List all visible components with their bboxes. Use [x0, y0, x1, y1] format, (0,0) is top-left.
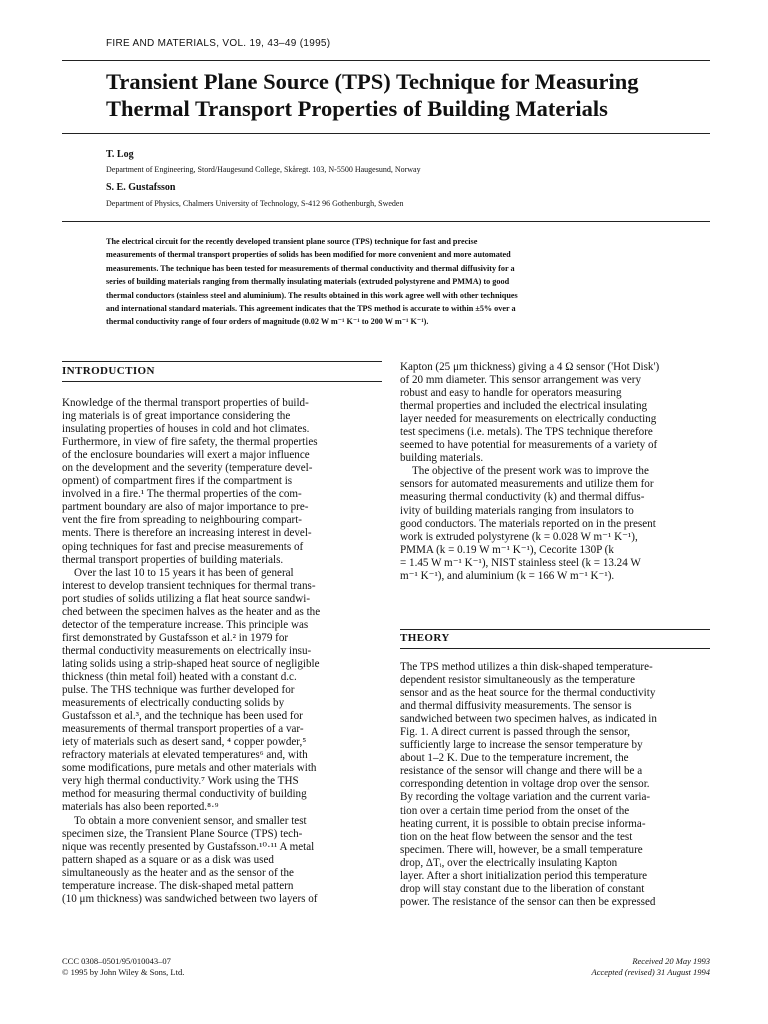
body-line: layer. After a short initialization period this temperature	[400, 869, 648, 882]
body-line: tion over a certain time period from the onset of the	[400, 804, 630, 817]
body-line: m⁻¹ K⁻¹), and aluminium (k = 166 W m⁻¹ K⁻¹).	[400, 569, 615, 582]
body-line: ments. There is therefore an increasing interest in devel-	[62, 527, 312, 540]
body-line: specimen size, the Transient Plane Source (TPS) tech-	[62, 827, 303, 840]
body-line: robust and easy to handle for operators measuring	[400, 387, 622, 400]
body-line: partment boundary are also of major importance to pre-	[62, 501, 309, 514]
body-line: building materials.	[400, 452, 484, 465]
received-date: Received 20 May 1993	[632, 956, 710, 966]
title-rule	[62, 133, 710, 134]
body-line: very high thermal conductivity.⁷ Work using the THS	[62, 775, 299, 788]
body-line: vent the fire from spreading to neighbouring compart-	[62, 514, 302, 527]
abstract-line: measurements. The technique has been tested for measurements of thermal conductivity and thermal diffusivity for a	[106, 263, 515, 273]
header-rule	[62, 60, 710, 61]
body-line: about 1–2 K. Due to the temperature increment, the	[400, 752, 629, 765]
body-line: insulating properties of houses in cold and hot climates.	[62, 423, 310, 436]
abstract-line: measurements of thermal transport properties of solids has been modified for more convenient and more automated	[106, 250, 511, 260]
abstract	[106, 235, 710, 329]
body-line: measurements of electrically conducting solids by	[62, 697, 285, 710]
theory-heading: THEORY	[400, 632, 450, 644]
right-column-theory-text	[400, 661, 712, 909]
body-line: sensor and as the heat source for the thermal conductivity	[400, 687, 656, 700]
theory-rule-bottom	[400, 648, 710, 649]
authors-rule	[62, 221, 710, 222]
body-line: measurements of thermal transport properties of a var-	[62, 723, 304, 736]
body-line: thermal transport properties of building materials.	[62, 553, 284, 566]
body-line: Fig. 1. A direct current is passed through the sensor,	[400, 726, 631, 739]
body-line: port studies of solids utilizing a flat heat source sandwi-	[62, 592, 311, 605]
author-2-name: S. E. Gustafsson	[106, 182, 176, 193]
paper-title	[106, 68, 726, 122]
body-line: To obtain a more convenient sensor, and smaller test	[74, 814, 307, 827]
body-line: PMMA (k = 0.19 W m⁻¹ K⁻¹), Cecorite 130P (k	[400, 543, 614, 556]
body-line: ched between the specimen halves as the heater and as the	[62, 605, 321, 618]
abstract-line: series of building materials ranging from thermally insulating materials (extruded polystyrene and PMMA) to good	[106, 277, 510, 287]
body-line: measuring thermal conductivity (k) and thermal diffus-	[400, 491, 645, 504]
body-line: oping techniques for fast and precise measurements of	[62, 540, 304, 553]
body-line: and thermal diffusivity measurements. The sensor is	[400, 700, 632, 713]
copyright: © 1995 by John Wiley & Sons, Ltd.	[62, 967, 185, 977]
body-line: work is extruded polystyrene (k = 0.028 W m⁻¹ K⁻¹),	[400, 530, 638, 543]
abstract-line: thermal conductors (stainless steel and aluminium). The results obtained in this work agree well with other techniques	[106, 290, 518, 300]
body-line: ing materials is of great importance considering the	[62, 410, 291, 423]
ccc-code: CCC 0308–0501/95/010043–07	[62, 956, 171, 966]
footer-right	[460, 956, 710, 978]
body-line: good conductors. The materials reported on in the present	[400, 517, 656, 530]
body-line: (10 μm thickness) was sandwiched between two layers of	[62, 892, 318, 905]
abstract-line: thermal conductivity range of four orders of magnitude (0.02 W m⁻¹ K⁻¹ to 200 W m⁻¹ K⁻¹).	[106, 317, 429, 327]
body-line: seemed to have potential for measurements of a variety of	[400, 439, 658, 452]
body-line: thermal conductivity measurements on electrically insu-	[62, 644, 312, 657]
body-line: pattern shaped as a square or as a disk was used	[62, 853, 274, 866]
body-line: sandwiched between two specimen halves, as indicated in	[400, 713, 657, 726]
body-line: iety of materials such as desert sand, ⁴ copper powder,⁵	[62, 736, 307, 749]
body-line: of the enclosure boundaries will exert a major influence	[62, 449, 310, 462]
title-line-2: Thermal Transport Properties of Building Materials	[106, 96, 608, 121]
body-line: Gustafsson et al.³, and the technique has been used for	[62, 710, 303, 723]
theory-rule-top	[400, 629, 710, 630]
body-line: involved in a fire.¹ The thermal properties of the com-	[62, 488, 302, 501]
body-line: By recording the voltage variation and the current varia-	[400, 791, 651, 804]
abstract-line: and international standard materials. This agreement indicates that the TPS method is accurate to within ±5% over a	[106, 304, 516, 314]
body-line: refractory materials at elevated temperatures⁶ and, with	[62, 749, 308, 762]
abstract-line: The electrical circuit for the recently developed transient plane source (TPS) technique for fast and precise	[106, 237, 478, 246]
body-line: dependent resistor simultaneously as the temperature	[400, 674, 636, 687]
body-line: The objective of the present work was to improve the	[412, 465, 649, 478]
body-line: specimen. There will, however, be a small temperature	[400, 843, 643, 856]
body-line: Furthermore, in view of fire safety, the thermal properties	[62, 436, 318, 449]
body-line: detector of the temperature increase. This principle was	[62, 618, 309, 631]
body-line: ivity of building materials ranging from insulators to	[400, 504, 634, 517]
body-line: first demonstrated by Gustafsson et al.² in 1979 for	[62, 631, 289, 644]
body-line: interest to develop transient techniques for thermal trans-	[62, 579, 316, 592]
author-1-name: T. Log	[106, 149, 134, 160]
body-line: The TPS method utilizes a thin disk-shaped temperature-	[400, 661, 653, 673]
author-1-affiliation: Department of Engineering, Stord/Haugesund College, Skåregt. 103, N-5500 Haugesund, Norway	[106, 165, 421, 174]
body-line: thermal properties and included the electrical insulating	[400, 400, 648, 413]
body-line: power. The resistance of the sensor can then be expressed	[400, 895, 656, 908]
body-line: sensors for automated measurements and utilize them for	[400, 478, 654, 491]
journal-header: FIRE AND MATERIALS, VOL. 19, 43–49 (1995)	[106, 38, 331, 49]
body-line: opment) of compartment fires if the compartment is	[62, 475, 293, 488]
body-line: method for measuring thermal conductivity of building	[62, 788, 307, 801]
body-line: drop, ΔTᵢ, over the electrically insulating Kapton	[400, 856, 618, 869]
left-column-text	[62, 397, 382, 906]
body-line: lating solids using a strip-shaped heat source of negligible	[62, 657, 320, 670]
body-line: of 20 mm diameter. This sensor arrangement was very	[400, 374, 642, 387]
intro-rule-bottom	[62, 381, 382, 382]
body-line: Kapton (25 μm thickness) giving a 4 Ω sensor ('Hot Disk')	[400, 361, 660, 373]
body-line: some modifications, pure metals and other materials with	[62, 762, 317, 775]
body-line: on the development and the severity (temperature devel-	[62, 462, 313, 475]
body-line: simultaneously as the heater and as the sensor of the	[62, 866, 294, 879]
body-line: test specimens (i.e. metals). The TPS technique therefore	[400, 426, 653, 439]
body-line: materials has also been reported.⁸·⁹	[62, 801, 219, 814]
body-line: layer needed for measurements on electrically conducting	[400, 413, 657, 426]
body-line: Over the last 10 to 15 years it has been of general	[74, 566, 294, 579]
body-line: Knowledge of the thermal transport properties of build-	[62, 397, 309, 409]
title-line-1: Transient Plane Source (TPS) Technique for Measuring	[106, 69, 639, 94]
body-line: pulse. The THS technique was further developed for	[62, 684, 295, 697]
body-line: corresponding detention in voltage drop over the sensor.	[400, 778, 650, 791]
body-line: temperature increase. The disk-shaped metal pattern	[62, 879, 294, 892]
intro-rule-top	[62, 361, 382, 362]
accepted-date: Accepted (revised) 31 August 1994	[591, 967, 710, 977]
footer-left	[62, 956, 184, 978]
author-2-affiliation: Department of Physics, Chalmers University of Technology, S-412 96 Gothenburgh, Sweden	[106, 199, 404, 208]
right-column-intro-text	[400, 361, 712, 583]
introduction-heading: INTRODUCTION	[62, 365, 155, 377]
body-line: = 1.45 W m⁻¹ K⁻¹), NIST stainless steel (k = 13.24 W	[400, 556, 641, 569]
body-line: sufficiently large to increase the sensor temperature by	[400, 739, 643, 752]
body-line: thickness (thin metal foil) heated with a constant d.c.	[62, 670, 297, 683]
body-line: heating current, it is possible to obtain precise informa-	[400, 817, 646, 830]
body-line: nique was recently presented by Gustafsson.¹⁰·¹¹ A metal	[62, 840, 315, 853]
body-line: drop will stay constant due to the liberation of constant	[400, 882, 645, 895]
body-line: tion on the heat flow between the sensor and the test	[400, 830, 633, 843]
body-line: resistance of the sensor will change and there will be a	[400, 765, 643, 778]
